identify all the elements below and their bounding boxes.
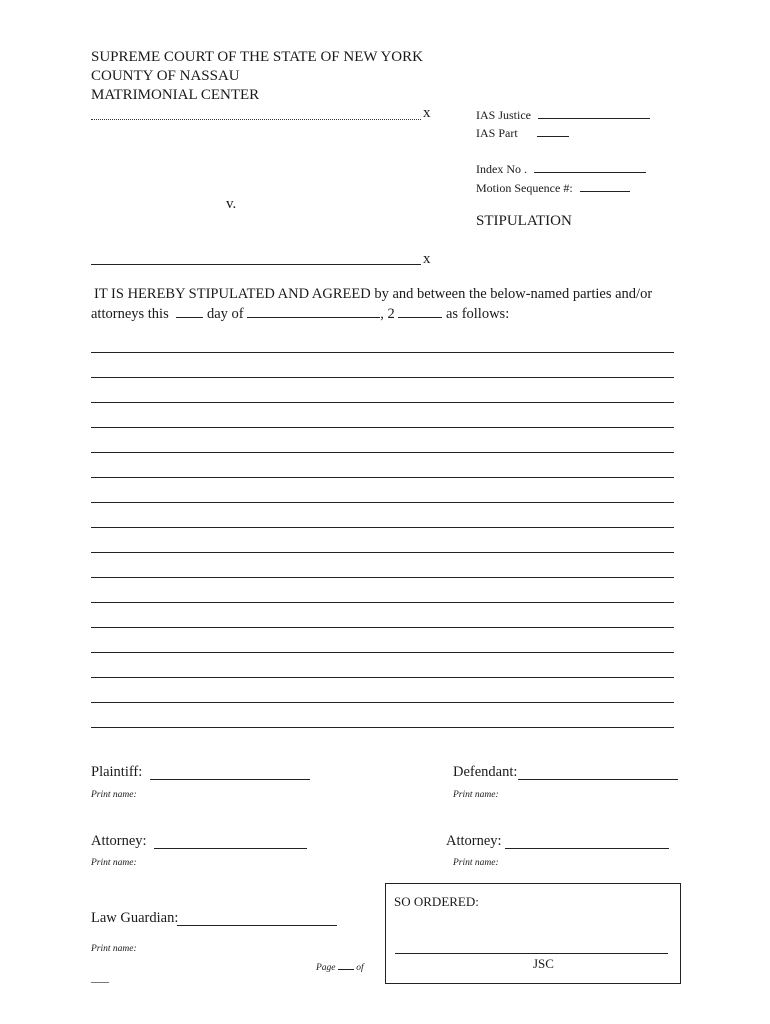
defendant-attorney-label: Attorney: (446, 833, 502, 849)
plaintiff-attorney-signature-line[interactable] (154, 848, 307, 849)
jsc-label: JSC (533, 956, 554, 971)
stipulation-text-line[interactable] (91, 427, 674, 428)
plaintiff-attorney-label: Attorney: (91, 833, 147, 849)
stipulation-text-line[interactable] (91, 527, 674, 528)
stipulation-text-line[interactable] (91, 652, 674, 653)
motion-sequence-label: Motion Sequence #: (476, 181, 573, 195)
plaintiff-signature-line[interactable] (150, 779, 310, 780)
ias-part-field[interactable] (537, 123, 569, 137)
defendant-label: Defendant: (453, 764, 518, 780)
caption-x-top: x (423, 105, 431, 121)
ias-justice-field[interactable] (538, 105, 650, 119)
defendant-print-name: Print name: (453, 790, 499, 800)
ias-part-row (476, 123, 569, 141)
attorneys-this-text: attorneys this (91, 306, 169, 322)
caption-top-line[interactable] (91, 119, 421, 120)
stipulation-line-2 (91, 304, 509, 323)
plaintiff-label: Plaintiff: (91, 764, 143, 780)
defendant-attorney-signature-line[interactable] (505, 848, 669, 849)
index-no-row (476, 159, 646, 177)
law-guardian-signature-line[interactable] (177, 925, 337, 926)
motion-sequence-row (476, 178, 630, 196)
law-guardian-label: Law Guardian: (91, 910, 179, 926)
so-ordered-label: SO ORDERED: (394, 894, 479, 909)
stipulation-text-line[interactable] (91, 602, 674, 603)
caption-x-bottom: x (423, 251, 431, 267)
corner-mark: ___ (91, 970, 109, 984)
ias-part-label: IAS Part (476, 126, 518, 140)
month-field[interactable] (247, 304, 380, 318)
stipulation-text-line[interactable] (91, 502, 674, 503)
plaintiff-attorney-print-name: Print name: (91, 858, 137, 868)
year-field[interactable] (398, 304, 442, 318)
page-label: Page (316, 963, 336, 973)
page-counter (316, 961, 364, 973)
court-name: SUPREME COURT OF THE STATE OF NEW YORK (91, 49, 423, 65)
stipulation-text-line[interactable] (91, 477, 674, 478)
stipulation-text-line[interactable] (91, 552, 674, 553)
stipulation-text-line[interactable] (91, 627, 674, 628)
stipulation-text-line[interactable] (91, 402, 674, 403)
year-prefix-text: , 2 (380, 306, 395, 322)
stipulation-text-line[interactable] (91, 352, 674, 353)
document-title: STIPULATION (476, 213, 572, 229)
ias-justice-label: IAS Justice (476, 108, 531, 122)
page-number-field[interactable] (338, 961, 354, 970)
plaintiff-print-name: Print name: (91, 790, 137, 800)
motion-sequence-field[interactable] (580, 178, 630, 192)
stipulation-text-line[interactable] (91, 677, 674, 678)
so-ordered-box (385, 883, 681, 984)
law-guardian-print-name: Print name: (91, 944, 137, 954)
stipulation-text-line[interactable] (91, 702, 674, 703)
county-name: COUNTY OF NASSAU (91, 68, 240, 84)
index-no-label: Index No . (476, 162, 527, 176)
center-name: MATRIMONIAL CENTER (91, 87, 260, 103)
as-follows-text: as follows: (446, 306, 510, 322)
defendant-attorney-print-name: Print name: (453, 858, 499, 868)
stipulation-line-1: IT IS HEREBY STIPULATED AND AGREED by and between the below-named parties and/or (94, 286, 653, 302)
day-field[interactable] (176, 304, 203, 318)
stipulation-text-line[interactable] (91, 377, 674, 378)
caption-bottom-line[interactable] (91, 264, 421, 265)
index-no-field[interactable] (534, 159, 646, 173)
stipulation-text-line[interactable] (91, 577, 674, 578)
day-of-text: day of (206, 306, 244, 322)
ias-justice-row (476, 105, 650, 123)
versus-label: v. (226, 196, 237, 212)
of-label: of (356, 963, 364, 973)
stipulation-text-line[interactable] (91, 727, 674, 728)
judge-signature-line[interactable] (395, 953, 668, 954)
defendant-signature-line[interactable] (518, 779, 678, 780)
stipulation-text-line[interactable] (91, 452, 674, 453)
